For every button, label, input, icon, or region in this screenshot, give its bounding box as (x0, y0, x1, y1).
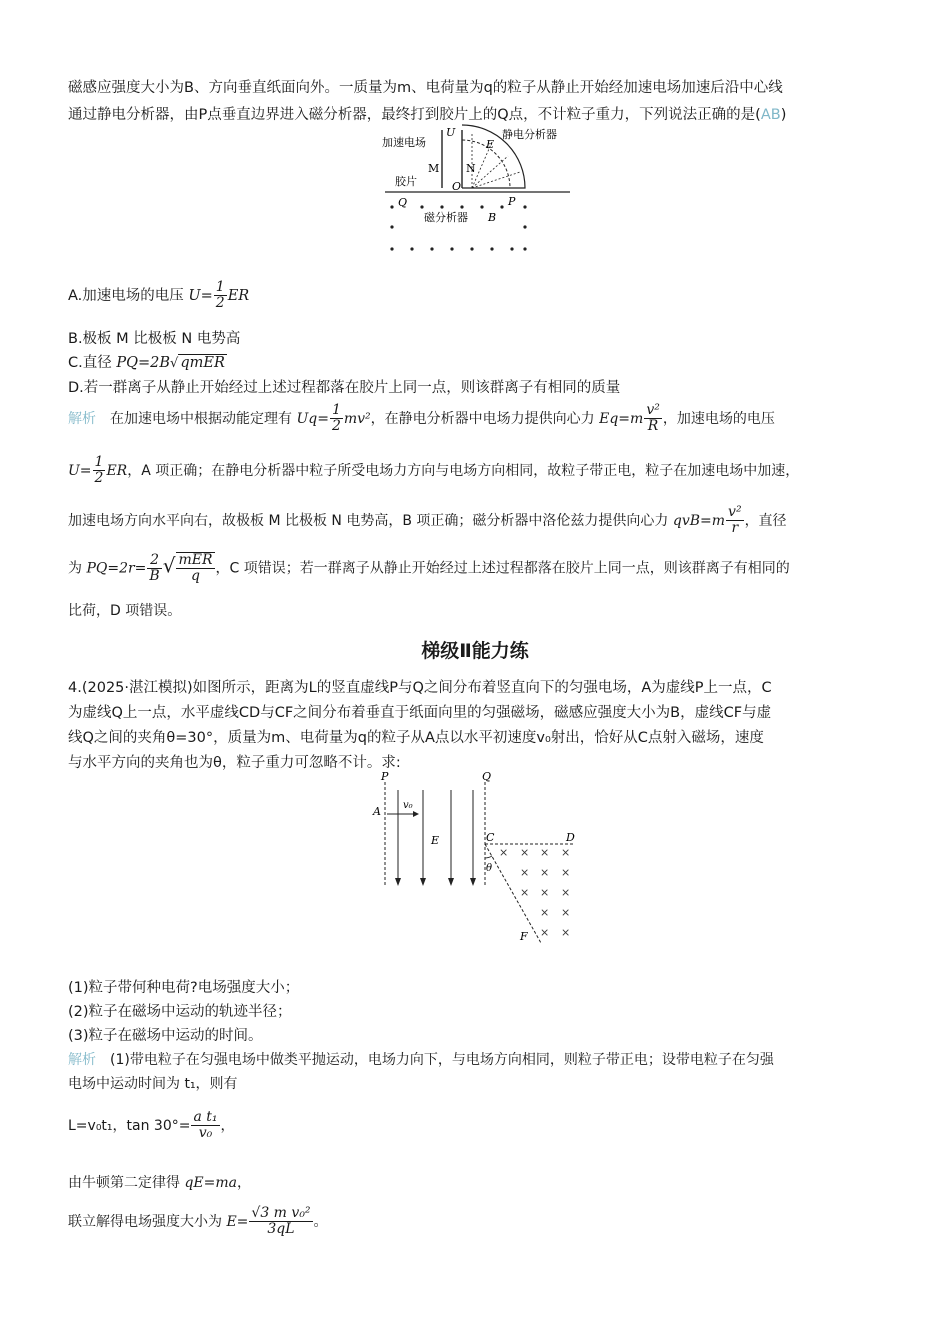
option-A-num: 1 (215, 279, 225, 295)
question-1 (68, 976, 299, 997)
p4-l2: 为虚线Q上一点，水平虚线CD与CF之间分布着垂直于纸面向里的匀强磁场，磁感应强度大小为B，虚线CF与虚 (68, 705, 772, 721)
p4-l3: 线Q之间的夹角θ=30°，质量为m、电荷量为q的粒子从A点以水平初速度v₀射出，恰好从C点射入磁场，速度 (68, 730, 764, 746)
sol1-l1-a: 在加速电场中根据动能定理有 (110, 410, 297, 427)
label-mag-analyzer: 磁分析器 (424, 211, 468, 224)
sol2-eq1-num: a t₁ (193, 1109, 218, 1125)
question-2 (68, 1000, 292, 1021)
sol1-l1-b: ，在静电分析器中电场力提供向心力 (370, 410, 600, 427)
sol2-l4-f: qE=ma (184, 1175, 237, 1191)
sol1-l4-root-frac (176, 552, 214, 585)
label-accel-field: 加速电场 (382, 136, 426, 149)
svg-text:×: × (540, 906, 550, 919)
sol1-l3-f: qvB=m (672, 512, 726, 529)
sol1-l3-text: 加速电场方向水平向右，故极板 M 比极板 N 电势高，B 项正确；磁分析器中洛伦兹力提供向心力 (68, 512, 673, 529)
solution2-line-2 (68, 1073, 238, 1093)
answer-mark: AB (760, 107, 781, 123)
sol1-l4-a: 为 (68, 560, 87, 577)
intro-line-1 (68, 76, 783, 97)
svg-text:×: × (540, 926, 550, 939)
sol1-l2-frac (93, 455, 106, 487)
solution2-tag: 解析 (68, 1052, 96, 1068)
sol1-l3-frac (726, 505, 744, 537)
sol2-eq1-frac (191, 1110, 219, 1142)
sol1-l1-num1: 1 (331, 402, 341, 418)
label-M: M (428, 162, 440, 175)
figure-field-region (365, 768, 585, 948)
label-N: N (466, 162, 476, 175)
sol2-l5-end: 。 (313, 1213, 328, 1230)
svg-text:×: × (520, 866, 530, 879)
sol1-l2-den: 2 (94, 470, 104, 487)
option-B (68, 327, 240, 348)
option-A-eq: = (200, 287, 213, 304)
svg-text:×: × (561, 866, 571, 879)
sol1-l1-num2: v² (646, 402, 660, 418)
svg-text:×: × (499, 846, 509, 859)
solution2-line-5 (68, 1206, 328, 1238)
sol1-l3-end: ，直径 (744, 512, 787, 529)
sol1-l2-text: ，A 项正确；在静电分析器中粒子所受电场力方向与电场方向相同，故粒子带正电，粒子在加速电场中加速， (127, 462, 800, 479)
svg-text:×: × (561, 886, 571, 899)
svg-text:×: × (540, 886, 550, 899)
solution2-line-4 (68, 1172, 251, 1192)
q2-text: (2)粒子在磁场中运动的轨迹半径； (68, 1004, 292, 1020)
problem4-line-3 (68, 726, 764, 747)
sol1-l1-f2: mv² (343, 410, 371, 427)
option-A-post: ER (227, 287, 250, 304)
solution1-line-2 (68, 455, 799, 487)
fig2-label-C: C (486, 831, 495, 844)
fig2-label-E: E (431, 834, 440, 847)
sol2-l1: (1)带电粒子在匀强电场中做类平抛运动，电场力向下，与电场方向相同，则粒子带正电；设带电粒子在匀强 (110, 1052, 774, 1068)
sol1-l3-num: v² (728, 504, 742, 520)
sol1-l2-f2: ER (106, 462, 128, 479)
sol2-l5-den: 3qL (267, 1221, 295, 1238)
option-C-root: qmER (180, 355, 225, 371)
sol2-l5-f: E= (226, 1213, 249, 1230)
q1-text: (1)粒子带何种电荷?电场强度大小； (68, 980, 300, 996)
sol2-eq1-end: ， (220, 1117, 235, 1134)
svg-text:×: × (520, 886, 530, 899)
svg-text:×: × (561, 926, 571, 939)
solution1-line-4: 为 PQ=2r= $\frac{2}{B}$ √ $\frac{\text{mER}}{q}$ ，C 项错误；若一群离子从静止开始经过上述过程都落在胶片上同一点，则该群离子有相同的 (68, 551, 790, 585)
sol1-l4-rden: q (191, 568, 200, 585)
intro-close: ) (780, 107, 787, 123)
sol1-l4-text: ，C 项错误；若一群离子从静止开始经过上述过程都落在胶片上同一点，则该群离子有相同的 (215, 560, 790, 577)
option-C: C.直径 PQ=2B√ qmER (68, 355, 225, 371)
sol2-l5-a: 联立解得电场强度大小为 (68, 1213, 227, 1230)
sol1-l2-f1: U= (68, 462, 92, 479)
sol1-l4-frac (147, 553, 161, 585)
sol2-l5-frac (249, 1206, 312, 1238)
q3-text: (3)粒子在磁场中运动的时间。 (68, 1028, 263, 1044)
fig2-label-P: P (381, 770, 389, 783)
svg-text:×: × (540, 846, 550, 859)
sol1-l1-den1: 2 (331, 418, 341, 435)
sol2-eq1-den: v₀ (198, 1125, 213, 1142)
svg-text:×: × (561, 846, 571, 859)
figure-mass-spectrometer (380, 122, 580, 257)
svg-text:×: × (561, 906, 571, 919)
question-3 (68, 1024, 263, 1045)
label-O: O (452, 180, 462, 193)
sol2-l4-end: ， (237, 1175, 251, 1191)
sol1-l2-num: 1 (94, 454, 104, 470)
svg-text:×: × (540, 866, 550, 879)
label-film: 胶片 (395, 175, 417, 188)
solution2-eq-1 (68, 1110, 235, 1142)
sol2-l4-a: 由牛顿第二定律得 (68, 1175, 185, 1191)
solution1-tag: 解析 (68, 410, 96, 427)
option-C-formula: PQ=2B (116, 355, 171, 371)
sol1-l1-c: ，加速电场的电压 (662, 410, 775, 427)
fig2-label-D: D (566, 831, 575, 844)
section-title: 梯级Ⅱ能力练 (421, 640, 529, 662)
label-B: B (488, 211, 497, 224)
sol2-eq1-a: L=v₀t₁，tan 30°= (68, 1117, 191, 1134)
problem4-line-2 (68, 701, 771, 722)
p4-l1: 4.(2025·湛江模拟)如图所示，距离为L的竖直虚线P与Q之间分布着竖直向下的匀强电场，A为虚线P上一点，C (68, 680, 772, 696)
sol1-l4-num: 2 (147, 553, 161, 569)
option-D (68, 376, 620, 397)
sol1-l1-f1: Uq= (296, 410, 329, 427)
solution2-line-1 (68, 1049, 774, 1069)
option-A-var: U (188, 287, 201, 304)
intro-text-1: 磁感应强度大小为B、方向垂直纸面向外。一质量为m、电荷量为q的粒子从静止开始经加速电场加速后沿中心线 (68, 80, 783, 96)
sol2-l2: 电场中运动时间为 t₁，则有 (68, 1076, 238, 1092)
sol1-l3-den: r (731, 520, 739, 537)
intro-text-2: 通过静电分析器，由P点垂直边界进入磁分析器，最终打到胶片上的Q点，不计粒子重力，下列说法正确的是( (68, 107, 761, 123)
option-A (68, 280, 249, 312)
label-P: P (508, 195, 516, 208)
label-Q: Q (398, 196, 408, 209)
sol2-l5-num: √3 m v₀² (251, 1205, 311, 1221)
sol1-l1-frac2 (644, 403, 662, 435)
sol1-l1-den2: R (647, 418, 659, 435)
sol1-l1-frac1 (330, 403, 343, 435)
solution1-line-3 (68, 505, 787, 537)
sol1-l5-text: 比荷，D 项错误。 (68, 603, 182, 619)
fig2-label-theta: θ (486, 863, 493, 874)
solution1-line-1 (68, 403, 775, 435)
sol1-l1-f3: Eq=m (599, 410, 644, 427)
sol1-l4-den: B (149, 567, 160, 584)
option-D-text: D.若一群离子从静止开始经过上述过程都落在胶片上同一点，则该群离子有相同的质量 (68, 380, 621, 396)
fig2-label-A: A (373, 805, 381, 818)
p4-l4: 与水平方向的夹角也为θ，粒子重力可忽略不计。求: (68, 755, 401, 771)
label-U: U (446, 126, 456, 139)
option-B-text: B.极板 M 比极板 N 电势高 (68, 331, 241, 347)
problem4-line-1 (68, 676, 772, 697)
solution1-line-5 (68, 600, 181, 620)
sol1-l4-rnum: mER (178, 552, 213, 568)
option-A-den: 2 (215, 295, 225, 312)
label-static-analyzer: 静电分析器 (502, 128, 557, 141)
fig2-label-v0: v₀ (403, 800, 413, 811)
fig2-label-F: F (520, 930, 528, 943)
fig2-label-Q: Q (482, 770, 492, 783)
option-C-text: C.直径 (68, 355, 117, 371)
svg-text:×: × (520, 846, 530, 859)
option-A-fraction (214, 280, 227, 312)
label-E: E (486, 138, 495, 151)
intro-line-2 (68, 103, 786, 124)
sol1-l4-f: PQ=2r= (86, 560, 147, 577)
option-A-text: A.加速电场的电压 (68, 287, 189, 304)
problem4-line-4 (68, 751, 401, 772)
